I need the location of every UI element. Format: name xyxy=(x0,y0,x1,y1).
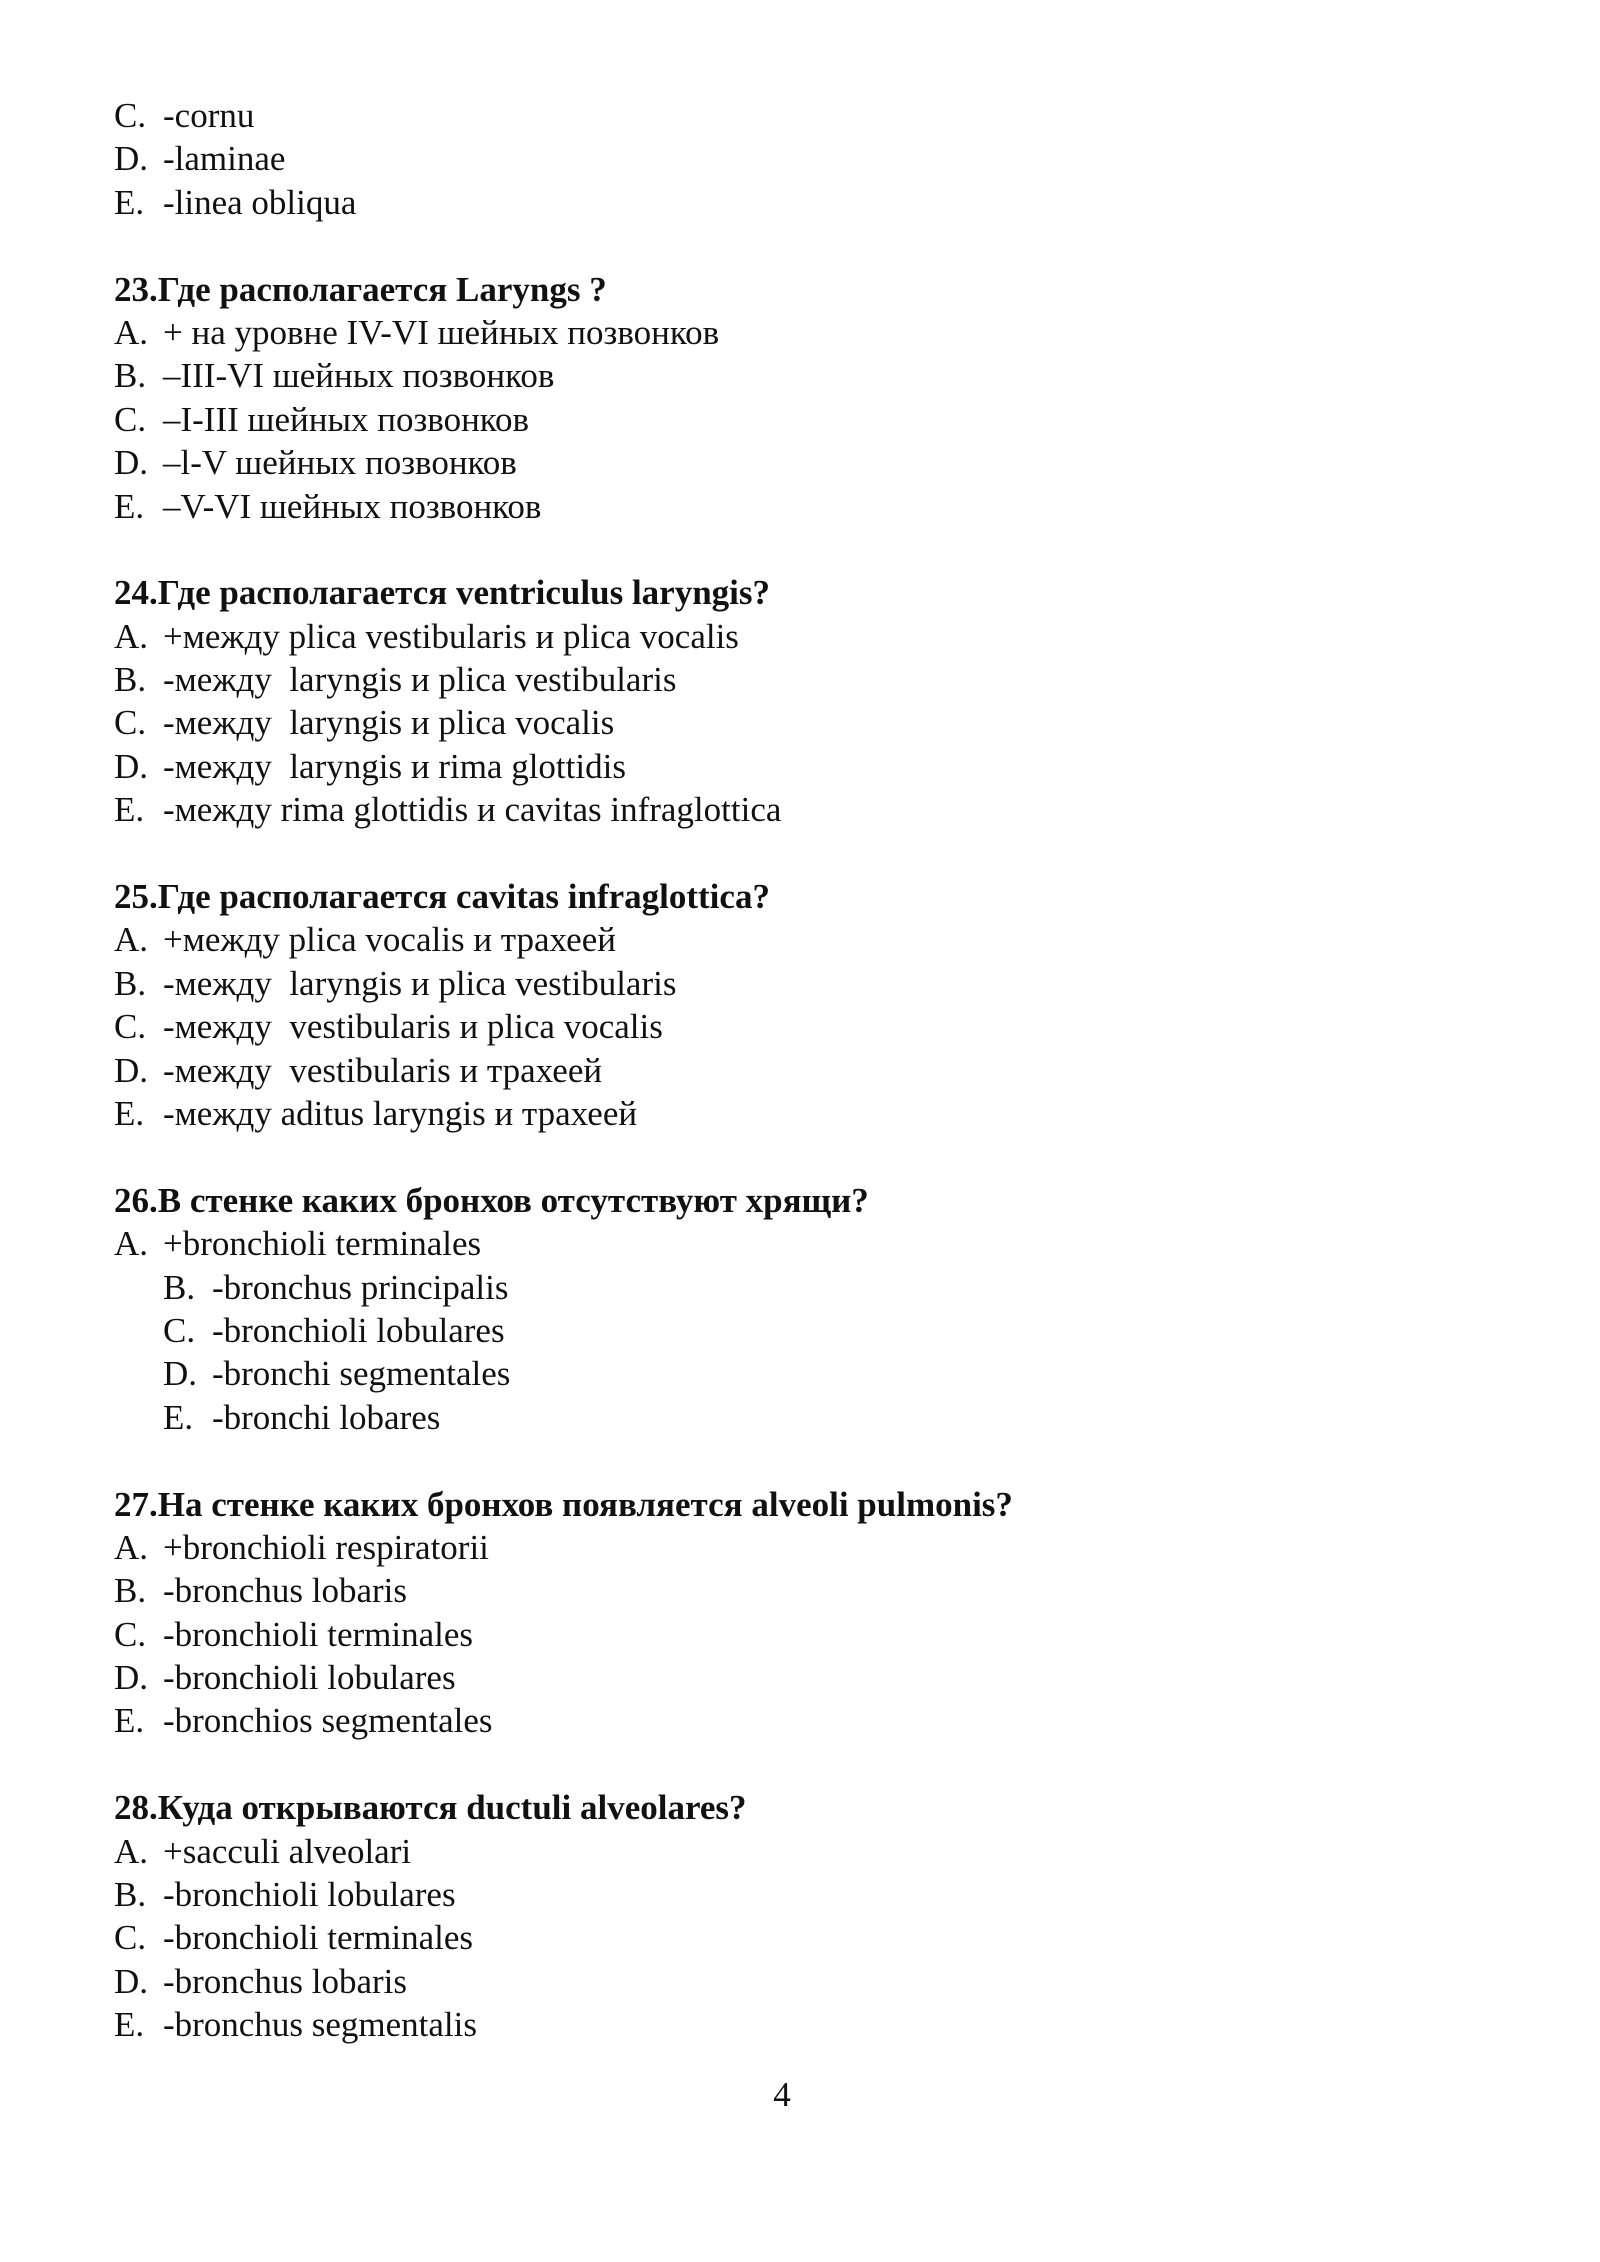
answer-option xyxy=(114,745,1514,788)
option-text: +bronchioli terminales xyxy=(163,1224,482,1264)
option-letter: A. xyxy=(114,1527,149,1567)
option-text: -между aditus laryngis и трахеей xyxy=(163,1093,638,1133)
option-text: -bronchi lobares xyxy=(212,1397,441,1437)
option-text: -между vestibularis и трахеей xyxy=(163,1050,603,1090)
option-text: -bronchus segmentalis xyxy=(163,2005,477,2045)
answer-option xyxy=(114,1266,1514,1309)
answer-option xyxy=(114,1960,1514,2003)
option-text: -bronchioli lobulares xyxy=(163,1658,456,1698)
answer-option xyxy=(114,1656,1514,1699)
option-letter: B. xyxy=(114,356,147,396)
option-text: -между rima glottidis и cavitas infraglottica xyxy=(163,790,782,830)
option-text: –l-V шейных позвонков xyxy=(163,443,517,483)
option-text: -bronchioli lobulares xyxy=(212,1310,505,1350)
answer-option xyxy=(114,788,1514,831)
option-letter: E. xyxy=(114,790,145,830)
option-letter: E. xyxy=(114,182,145,222)
answer-option xyxy=(114,658,1514,701)
option-letter: D. xyxy=(114,746,149,786)
option-letter: A. xyxy=(114,920,149,960)
option-letter: D. xyxy=(114,443,149,483)
option-letter: E. xyxy=(163,1397,194,1437)
option-letter: A. xyxy=(114,312,149,352)
option-text: -laminae xyxy=(163,139,286,179)
answer-option xyxy=(114,181,1514,224)
question-title: 28.Куда открываются ductuli alveolares? xyxy=(114,1788,747,1828)
option-letter: C. xyxy=(114,1007,147,1047)
option-letter: C. xyxy=(114,96,147,135)
answer-option xyxy=(114,1569,1514,1612)
answer-option xyxy=(114,354,1514,397)
spacer xyxy=(114,832,1514,875)
option-text: –I-III шейных позвонков xyxy=(163,399,530,439)
option-text: -между laryngis и plica vocalis xyxy=(163,703,615,743)
option-text: +sacculi alveolari xyxy=(163,1831,412,1871)
spacer xyxy=(114,1743,1514,1786)
answer-option xyxy=(114,398,1514,441)
option-letter: C. xyxy=(114,399,147,439)
answer-option xyxy=(114,1005,1514,1048)
option-text: -bronchioli terminales xyxy=(163,1614,474,1654)
option-letter: D. xyxy=(114,139,149,179)
answer-option xyxy=(114,1830,1514,1873)
question-title: 24.Где располагается ventriculus laryngis? xyxy=(114,573,771,613)
document-body xyxy=(114,94,1514,2047)
answer-option xyxy=(114,1049,1514,1092)
option-text: +между plica vestibularis и plica vocalis xyxy=(163,616,739,656)
question-title: 25.Где располагается cavitas infraglottica? xyxy=(114,877,770,917)
answer-option xyxy=(114,2003,1514,2046)
option-text: -bronchios segmentales xyxy=(163,1701,493,1741)
answer-option xyxy=(114,1526,1514,1569)
option-letter: D. xyxy=(114,1658,149,1698)
option-text: -между vestibularis и plica vocalis xyxy=(163,1007,663,1047)
answer-option xyxy=(114,1309,1514,1352)
option-text: -cornu xyxy=(163,96,255,135)
answer-option xyxy=(114,1873,1514,1916)
answer-option xyxy=(114,1352,1514,1395)
answer-option xyxy=(114,485,1514,528)
answer-option xyxy=(114,311,1514,354)
option-text: –III-VI шейных позвонков xyxy=(163,356,555,396)
option-text: + на уровне IV-VI шейных позвонков xyxy=(163,312,720,352)
answer-option xyxy=(114,1092,1514,1135)
option-text: +между plica vocalis и трахеей xyxy=(163,920,616,960)
option-text: -bronchi segmentales xyxy=(212,1354,511,1394)
spacer xyxy=(114,1439,1514,1482)
answer-option xyxy=(114,701,1514,744)
answer-option xyxy=(114,1222,1514,1265)
answer-option xyxy=(114,1396,1514,1439)
option-letter: E. xyxy=(114,2005,145,2045)
option-text: -bronchus lobaris xyxy=(163,1571,407,1611)
option-text: –V-VI шейных позвонков xyxy=(163,486,542,526)
option-letter: C. xyxy=(163,1310,196,1350)
option-letter: D. xyxy=(114,1050,149,1090)
spacer xyxy=(114,528,1514,571)
option-text: -bronchioli terminales xyxy=(163,1918,474,1958)
answer-option xyxy=(114,1699,1514,1742)
option-letter: C. xyxy=(114,1918,147,1958)
option-letter: B. xyxy=(114,1571,147,1611)
option-text: -linea obliqua xyxy=(163,182,357,222)
answer-option xyxy=(114,615,1514,658)
answer-option xyxy=(114,918,1514,961)
question-title: 23.Где располагается Laryngs ? xyxy=(114,269,607,309)
option-text: -bronchus principalis xyxy=(212,1267,509,1307)
option-text: -bronchus lobaris xyxy=(163,1961,407,2001)
option-letter: B. xyxy=(114,1875,147,1915)
question-title: 26.В стенке каких бронхов отсутствуют хрящи? xyxy=(114,1180,869,1220)
option-text: -между laryngis и rima glottidis xyxy=(163,746,626,786)
option-letter: E. xyxy=(114,1093,145,1133)
spacer xyxy=(114,1135,1514,1178)
answer-option xyxy=(114,94,1514,137)
option-text: -bronchioli lobulares xyxy=(163,1875,456,1915)
option-letter: D. xyxy=(114,1961,149,2001)
page-number: 4 xyxy=(773,2075,791,2114)
option-letter: C. xyxy=(114,1614,147,1654)
option-letter: A. xyxy=(114,1831,149,1871)
answer-option xyxy=(114,962,1514,1005)
answer-option xyxy=(114,1613,1514,1656)
option-letter: B. xyxy=(114,660,147,700)
answer-option xyxy=(114,137,1514,180)
option-letter: B. xyxy=(114,963,147,1003)
option-text: -между laryngis и plica vestibularis xyxy=(163,660,677,700)
answer-option xyxy=(114,441,1514,484)
option-text: +bronchioli respiratorii xyxy=(163,1527,489,1567)
option-letter: E. xyxy=(114,1701,145,1741)
answer-option xyxy=(114,1916,1514,1959)
option-letter: C. xyxy=(114,703,147,743)
option-letter: B. xyxy=(163,1267,196,1307)
option-letter: A. xyxy=(114,1224,149,1264)
spacer xyxy=(114,224,1514,267)
option-letter: E. xyxy=(114,486,145,526)
option-letter: D. xyxy=(163,1354,198,1394)
option-letter: A. xyxy=(114,616,149,656)
option-text: -между laryngis и plica vestibularis xyxy=(163,963,677,1003)
question-title: 27.На стенке каких бронхов появляется alveoli pulmonis? xyxy=(114,1484,1013,1524)
